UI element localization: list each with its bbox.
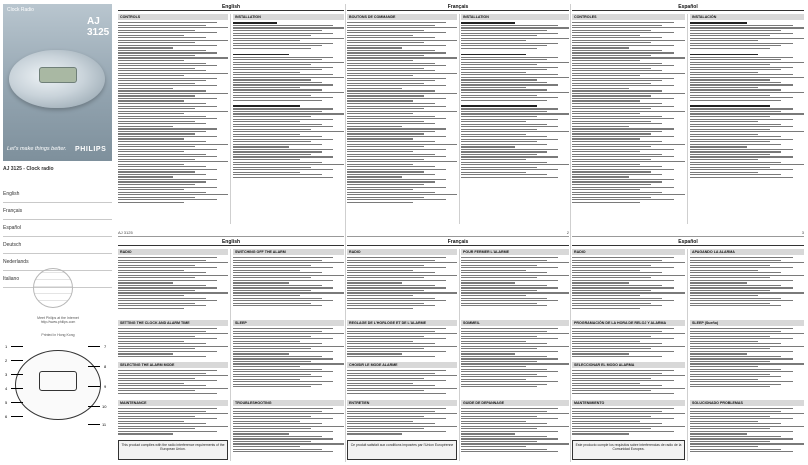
page-footer (347, 229, 569, 237)
section-title: SLEEP (233, 320, 344, 326)
body-text-block (118, 257, 228, 317)
body-text-block (690, 328, 804, 398)
compliance-notice: Este producto cumple los requisitos sobre interferencias de radio de la Comunidad Europea. (572, 440, 685, 460)
section-title: SWITCHING OFF THE ALARM (233, 249, 344, 255)
diagram-callout: 11 (102, 422, 107, 427)
section-title: RADIO (572, 249, 685, 255)
body-text-block (233, 22, 344, 222)
website-url: http://www.philips.com (40, 320, 76, 324)
section-title: MAINTENANCE (118, 400, 228, 406)
section-title: BOUTONS DE COMMANDE (347, 14, 457, 20)
body-text-block (347, 370, 457, 398)
column-divider (459, 14, 460, 224)
body-text-block (118, 408, 228, 438)
cover-lower (3, 166, 112, 337)
diagram-callout: 7 (104, 344, 107, 349)
section-title: MANTENIMIENTO (572, 400, 685, 406)
cover-column (3, 4, 112, 459)
section-title: GUIDE DE DEPANNAGE (461, 400, 569, 406)
body-text-block (690, 257, 804, 317)
body-text-block (118, 22, 228, 222)
diagram-callout: 8 (104, 364, 107, 369)
page-number: 3 (801, 230, 804, 235)
diagram-callout: 6 (5, 414, 8, 419)
language-item: Français (3, 203, 112, 220)
cover-model-subtitle: AJ 3125 - Clock radio (3, 166, 54, 172)
body-text-block (572, 328, 685, 362)
cover-panel (3, 4, 112, 161)
section-title: RADIO (347, 249, 457, 255)
body-text-block (572, 370, 685, 398)
language-item: English (3, 186, 112, 203)
section-title: SELECTING THE ALARM MODE (118, 362, 228, 368)
compliance-notice: Ce produit satisfait aux conditions imposées par l'Union Européenne (347, 440, 457, 460)
language-item: Español (3, 220, 112, 237)
printed-in: Printed in Hong Kong (41, 333, 75, 337)
body-text-block (572, 257, 685, 317)
section-title: ENTRETIEN (347, 400, 457, 406)
language-header: Français (347, 4, 569, 11)
diagram-callout: 1 (5, 344, 8, 349)
compliance-notice: This product complies with the radio interference requirements of the European Union. (118, 440, 228, 460)
page-number: 2 (566, 230, 569, 235)
body-text-block (233, 257, 344, 317)
body-text-block (233, 328, 344, 398)
section-title: RADIO (118, 249, 228, 255)
column-divider (230, 14, 231, 224)
page-footer (118, 229, 344, 237)
column-divider (230, 249, 231, 461)
language-header: English (118, 239, 344, 246)
section-title: SOMMEIL (461, 320, 569, 326)
website-label: Meet Philips at the Internet (37, 316, 79, 320)
section-title: CONTROLS (118, 14, 228, 20)
page-footer-model: AJ 3125 (118, 230, 133, 235)
page-footer (572, 229, 804, 237)
body-text-block (461, 22, 569, 222)
body-text-block (347, 328, 457, 362)
language-header: English (118, 4, 344, 11)
brand-logo: PHILIPS (75, 146, 107, 153)
column-divider (345, 4, 346, 462)
section-title: TROUBLESHOOTING (233, 400, 344, 406)
cover-model: AJ 3125 (87, 16, 110, 38)
section-title: SLEEP (Sueño) (690, 320, 804, 326)
diagram-callout: 3 (5, 372, 8, 377)
globe-icon (33, 268, 73, 308)
diagram-callout: 9 (104, 384, 107, 389)
body-text-block (347, 257, 457, 317)
clock-radio-display (39, 67, 77, 83)
section-title: INSTALACIÓN (690, 14, 804, 20)
body-text-block (690, 22, 804, 222)
section-title: SETTING THE CLOCK AND ALARM TIME (118, 320, 228, 326)
body-text-block (461, 408, 569, 460)
section-title: POUR FERMER L'ALARME (461, 249, 569, 255)
body-text-block (690, 408, 804, 460)
language-item: Nederlands (3, 254, 112, 271)
diagram-callout: 5 (5, 400, 8, 405)
body-text-block (461, 328, 569, 398)
section-title: INSTALLATION (461, 14, 569, 20)
cover-category: Clock Radio (7, 7, 34, 13)
body-text-block (233, 408, 344, 460)
body-text-block (572, 408, 685, 438)
product-diagram (5, 334, 111, 459)
language-item: Italiano (3, 271, 112, 288)
body-text-block (347, 22, 457, 222)
body-text-block (118, 370, 228, 398)
language-header: Español (572, 4, 804, 11)
diagram-callout: 10 (102, 404, 107, 409)
section-title: APAGANDO LA ALARMA (690, 249, 804, 255)
body-text-block (572, 22, 685, 222)
body-text-block (461, 257, 569, 317)
language-header: Español (572, 239, 804, 246)
section-title: REGLAGE DE L'HORLOGE ET DE L'ALARME (347, 320, 457, 326)
body-text-block (118, 328, 228, 362)
section-title: SOLUCIONADO PROBLEMAS (690, 400, 804, 406)
cover-tagline: Let's make things better. (7, 146, 67, 152)
language-header: Français (347, 239, 569, 246)
column-divider (687, 249, 688, 461)
diagram-callout: 4 (5, 386, 8, 391)
column-divider (459, 249, 460, 461)
section-title: INSTALLATION (233, 14, 344, 20)
body-text-block (347, 408, 457, 438)
column-divider (570, 4, 571, 462)
diagram-callout: 2 (5, 358, 8, 363)
section-title: PROGRAMACIÓN DE LA HORA DE RELOJ Y ALARMA (572, 320, 685, 326)
section-title: SELECCIONAR EL MODO ALARMA (572, 362, 685, 368)
section-title: CONTROLES (572, 14, 685, 20)
diagram-radio-outline (15, 350, 101, 420)
website-block (13, 316, 103, 324)
diagram-display-outline (39, 371, 77, 391)
language-item: Deutsch (3, 237, 112, 254)
section-title: CHOISIR LE MODE ALARME (347, 362, 457, 368)
column-divider (687, 14, 688, 224)
clock-radio-image (9, 50, 105, 108)
